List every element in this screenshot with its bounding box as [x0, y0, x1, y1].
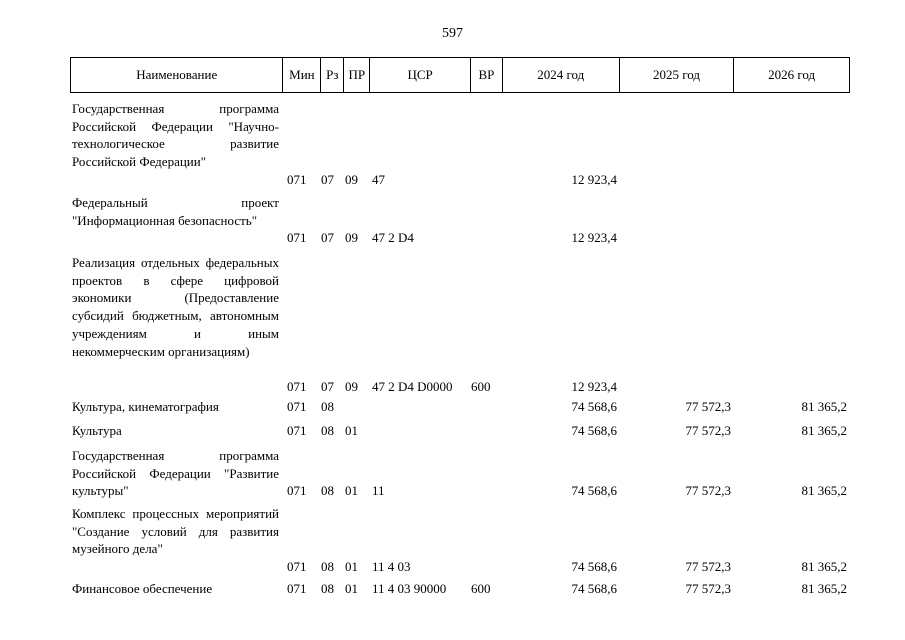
row-name: Культура [72, 423, 122, 438]
table-row [70, 505, 850, 576]
row-csr: 11 [372, 483, 385, 499]
row-y2026: 81 365,2 [801, 423, 847, 438]
header-csr: ЦСР [370, 58, 471, 92]
row-rz: 08 [321, 581, 334, 596]
row-pr: 01 [345, 581, 358, 596]
row-rz: 08 [321, 399, 334, 414]
table-row [70, 100, 850, 189]
row-pr: 09 [345, 171, 358, 187]
header-pr: ПР [344, 58, 370, 92]
row-name: Финансовое обеспечение [72, 581, 213, 596]
row-name: Комплекс процессных мероприятий "Создание условий для развития музейного дела" [72, 506, 279, 557]
row-y2026: 81 365,2 [801, 559, 847, 575]
row-rz: 07 [321, 171, 334, 187]
table-row [70, 580, 850, 598]
row-name: Культура, кинематография [72, 399, 219, 414]
row-pr: 01 [345, 483, 358, 499]
table-row [70, 254, 850, 396]
row-y2026: 81 365,2 [801, 581, 847, 596]
row-y2025: 77 572,3 [685, 423, 731, 438]
row-min: 071 [287, 423, 307, 438]
row-min: 071 [287, 230, 307, 246]
row-min: 071 [287, 483, 307, 499]
header-2026: 2026 год [768, 67, 816, 82]
row-rz: 08 [321, 483, 334, 499]
row-y2025: 77 572,3 [685, 483, 731, 499]
row-y2025: 77 572,3 [685, 581, 731, 596]
row-rz: 07 [321, 378, 334, 394]
row-name: Реализация отдельных федеральных проектов в сфере цифровой экономики (Предоставление субсидий бюджетным, автономным учреждениям и иным некоммерческим организациям) [72, 255, 279, 359]
row-y2024: 12 923,4 [571, 171, 617, 187]
row-name: Государственная программа Российской Федерации "Развитие культуры" [72, 448, 279, 499]
row-csr: 11 4 03 90000 [372, 581, 447, 596]
row-rz: 08 [321, 423, 334, 438]
row-vr: 600 [471, 581, 491, 596]
row-y2024: 12 923,4 [571, 378, 617, 394]
row-csr: 47 [372, 171, 385, 187]
row-vr: 600 [471, 378, 491, 394]
row-y2024: 12 923,4 [571, 230, 617, 246]
row-y2024: 74 568,6 [571, 399, 617, 414]
row-min: 071 [287, 581, 307, 596]
row-csr: 47 2 D4 [372, 230, 414, 246]
table-row [70, 194, 850, 247]
row-csr: 11 4 03 [372, 559, 411, 575]
header-2024: 2024 год [503, 58, 620, 92]
row-y2026: 81 365,2 [801, 399, 847, 414]
row-y2024: 74 568,6 [571, 423, 617, 438]
row-min: 071 [287, 171, 307, 187]
row-name: Государственная программа Российской Федерации "Научно-технологическое развитие Российской Федерации" [72, 101, 279, 170]
row-min: 071 [287, 399, 307, 414]
header-rz: Рз [321, 58, 344, 92]
row-y2024: 74 568,6 [571, 559, 617, 575]
row-rz: 07 [321, 230, 334, 246]
row-pr: 09 [345, 230, 358, 246]
row-y2026: 81 365,2 [801, 483, 847, 499]
row-pr: 01 [345, 559, 358, 575]
table-row [70, 447, 850, 500]
page-number: 597 [442, 26, 463, 41]
row-y2024: 74 568,6 [571, 581, 617, 596]
row-rz: 08 [321, 559, 334, 575]
row-y2025: 77 572,3 [685, 399, 731, 414]
row-min: 071 [287, 378, 307, 394]
table-row [70, 398, 850, 416]
row-name: Федеральный проект "Информационная безопасность" [72, 195, 279, 228]
header-2025: 2025 год [620, 58, 735, 92]
table-row [70, 422, 850, 440]
row-pr: 01 [345, 423, 358, 438]
row-y2024: 74 568,6 [571, 483, 617, 499]
row-y2025: 77 572,3 [685, 559, 731, 575]
header-name: Наименование [71, 58, 283, 92]
header-min: Мин [283, 58, 321, 92]
table-header [70, 57, 850, 93]
header-vr: ВР [471, 58, 503, 92]
row-min: 071 [287, 559, 307, 575]
row-pr: 09 [345, 378, 358, 394]
row-csr: 47 2 D4 D0000 [372, 378, 453, 394]
